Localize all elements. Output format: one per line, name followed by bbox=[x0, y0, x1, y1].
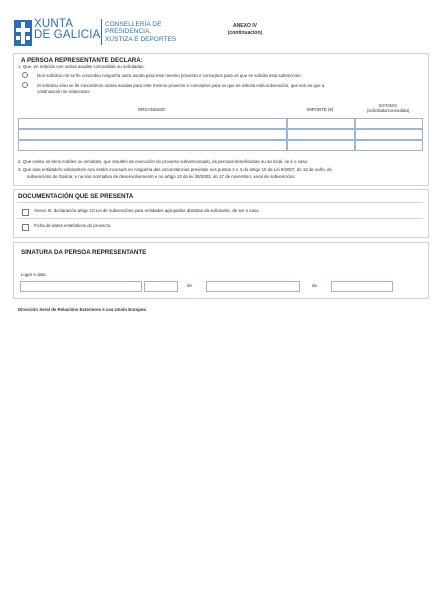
documentation-rule bbox=[17, 202, 423, 203]
row3-importe-input[interactable] bbox=[287, 140, 355, 151]
de-label-1: de bbox=[187, 283, 192, 288]
declaration-item-3-line2: subvencións de Galicia, e na súa normativa de desenvolvemento e no artigo 13 da lei 38/2003, do 17 de novembro, xeral de subvencións. bbox=[27, 174, 296, 179]
year-input[interactable] bbox=[331, 281, 393, 292]
place-date-label: Lugar e data bbox=[21, 272, 46, 277]
place-input[interactable] bbox=[20, 281, 142, 292]
documentation-row-divider bbox=[17, 218, 423, 219]
declaration-item-1: 1. Que, en relación con outras axudas concedidas ou solicitadas: bbox=[18, 64, 145, 69]
galicia-cross-logo-icon bbox=[14, 20, 32, 46]
signature-title: SINATURA DA PERSOA REPRESENTANTE bbox=[21, 249, 147, 256]
footer-directorate: Dirección Xeral de Relacións Exteriores e coa Unión Europea bbox=[18, 307, 146, 312]
option-b-label-line2: continuación se relacionan: bbox=[37, 89, 91, 94]
annex-subtitle: (continuación) bbox=[227, 30, 263, 36]
doc-stats-checkbox[interactable] bbox=[22, 224, 29, 231]
col-estado-header: ESTADO (solicitada/concedida) bbox=[366, 103, 410, 113]
row2-estado-input[interactable] bbox=[355, 129, 423, 140]
place-comma: , bbox=[141, 283, 143, 288]
row1-importe-input[interactable] bbox=[287, 118, 355, 129]
declaration-item-2: 2. Que cedeu os bens mobles ou inmobles, que resulten da execución do proxecto subvencionado, ás persoas beneficiarias ou ao local, se é o caso. bbox=[18, 159, 309, 164]
doc-annex3-label: Anexo III, declaración artigo 10 Lei de subvencións para entidades agrupadas distintas da solicitante, de ser o caso. bbox=[34, 208, 260, 213]
option-a-label: Non solicitou nin se lle concedeu ningunha outra axuda para este mesmo proxecto e conceptos para os que se solicita esta subvención. bbox=[37, 73, 302, 78]
department-name: CONSELLERÍA DE PRESIDENCIA, XUSTIZA E DEPORTES bbox=[105, 21, 177, 43]
xunta-logo-text: XUNTA DE GALICIA bbox=[34, 18, 101, 41]
row1-organismo-input[interactable] bbox=[18, 118, 287, 129]
annex-title: ANEXO IV bbox=[233, 23, 257, 29]
option-b-radio[interactable] bbox=[22, 82, 28, 88]
col-importe-header: IMPORTE (€) bbox=[306, 107, 334, 112]
doc-stats-label: Ficha de datos estatísticos do proxecto. bbox=[34, 223, 112, 228]
doc-annex3-checkbox[interactable] bbox=[22, 209, 29, 216]
row2-organismo-input[interactable] bbox=[18, 129, 287, 140]
month-input[interactable] bbox=[206, 281, 300, 292]
declaration-title: A PERSOA REPRESENTANTE DECLARA: bbox=[21, 57, 143, 64]
option-b-label-line1: Si solicitou e/ou se lle concederon outras axudas para este mesmo proxecto e conceptos para os que se solicita esta subvención, que son as que a bbox=[37, 83, 325, 88]
row3-estado-input[interactable] bbox=[355, 140, 423, 151]
documentation-title: DOCUMENTACIÓN QUE SE PRESENTA bbox=[18, 193, 134, 200]
row3-organismo-input[interactable] bbox=[18, 140, 287, 151]
declaration-item-3-line1: 3. Que a/as entidade/s solicitante/s non está/n incursa/s en ningunha das circunstancias previstas nos puntos 2 e 3 do artigo 10 da Lei 9/2007, do 13 de xuño, de bbox=[18, 167, 332, 172]
row2-importe-input[interactable] bbox=[287, 129, 355, 140]
option-a-radio[interactable] bbox=[22, 72, 28, 78]
logo-divider bbox=[101, 19, 102, 45]
day-input[interactable] bbox=[144, 281, 178, 292]
de-label-2: de bbox=[312, 283, 317, 288]
col-organismo-header: ORGANISMO bbox=[137, 107, 166, 112]
annex-heading bbox=[200, 23, 290, 37]
row1-estado-input[interactable] bbox=[355, 118, 423, 129]
